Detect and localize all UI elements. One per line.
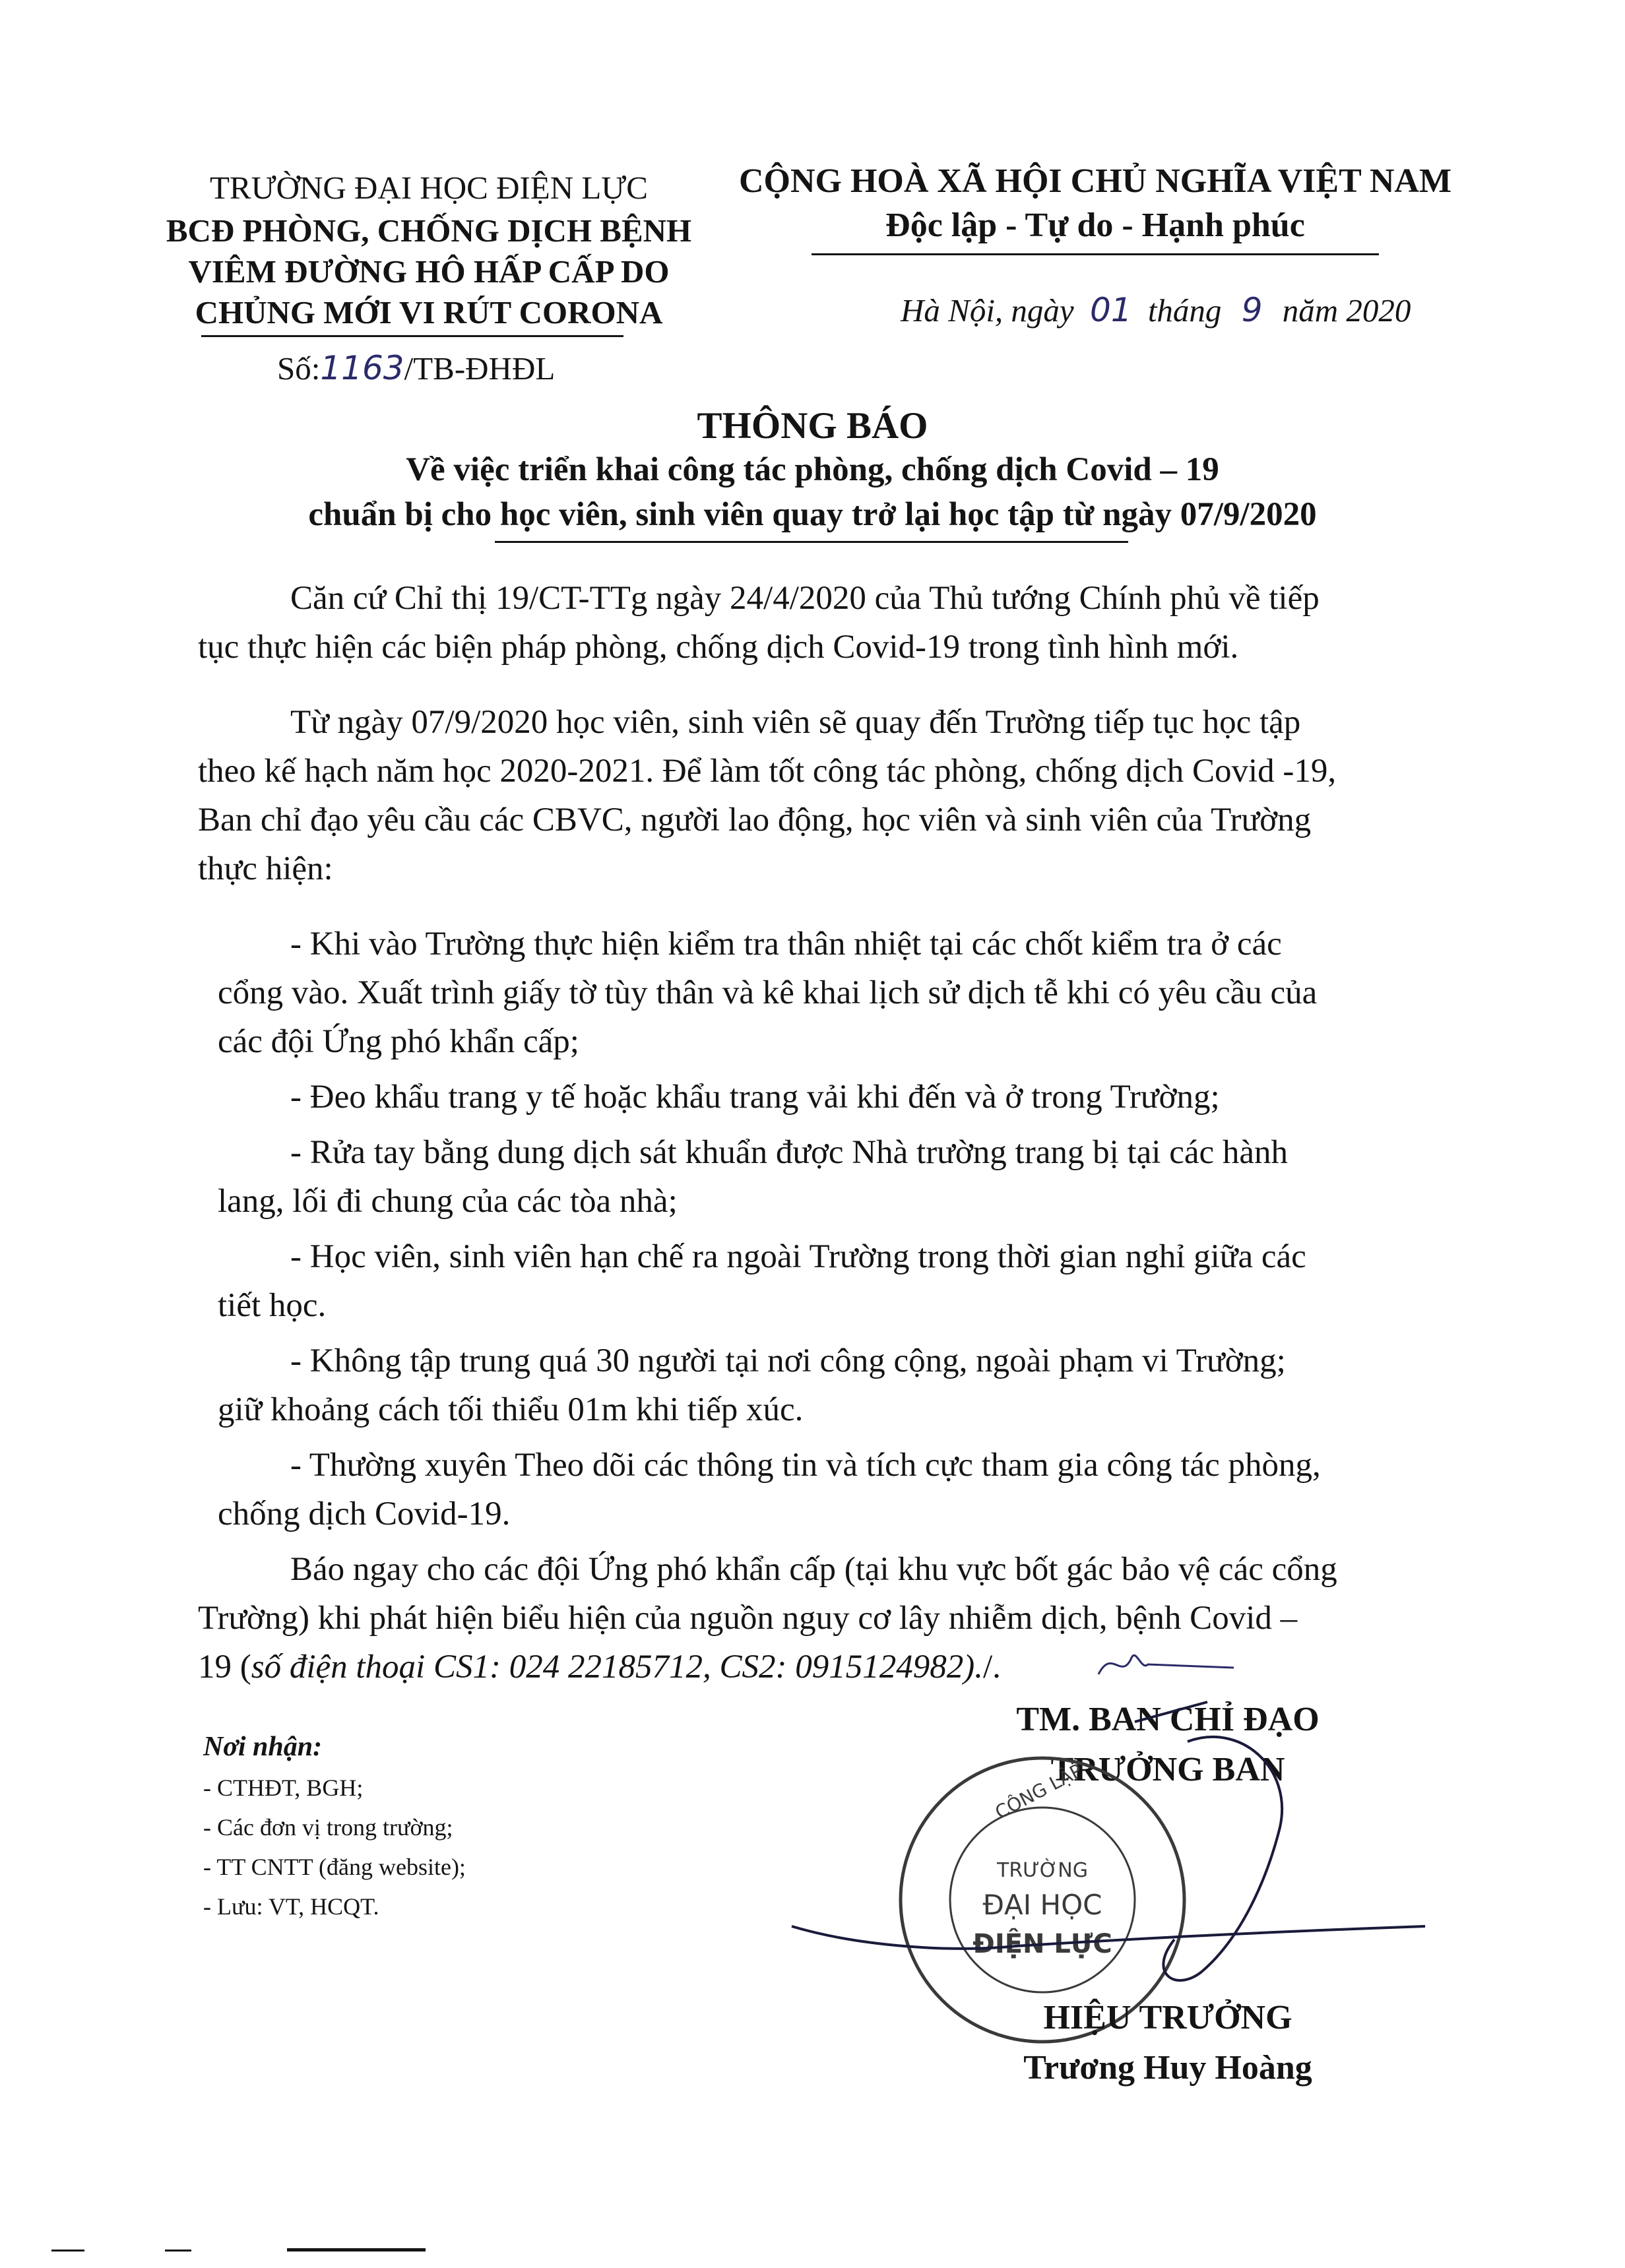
item-3-line2: lang, lối đi chung của các tòa nhà;: [218, 1183, 678, 1220]
paragraph-3-line3-end: /.: [982, 1649, 1001, 1685]
paragraph-3-line1: Báo ngay cho các đội Ứng phó khẩn cấp (tại khu vực bốt gác bảo vệ các cổng: [290, 1551, 1337, 1588]
item-6-line1: - Thường xuyên Theo dõi các thông tin và tích cực tham gia công tác phòng,: [290, 1447, 1321, 1484]
signature-authority: TM. BAN CHỈ ĐẠO: [1016, 1701, 1320, 1738]
recipients-list: [203, 1768, 466, 1926]
signatory-name: Trương Huy Hoàng: [1023, 2049, 1312, 2087]
date-month-label: tháng: [1147, 292, 1222, 329]
date-line: [901, 290, 1411, 331]
recipients-title: Nơi nhận:: [203, 1732, 323, 1762]
document-number: [277, 348, 555, 389]
recipient-item: - Các đơn vị trong trường;: [203, 1814, 453, 1841]
paragraph-3-line3-start: 19 (: [198, 1649, 251, 1685]
paragraph-2-line1: Từ ngày 07/9/2020 học viên, sinh viên sẽ quay đến Trường tiếp tục học tập: [290, 704, 1301, 741]
recipient-item: - CTHĐT, BGH;: [203, 1775, 364, 1801]
handwritten-signature-icon: [779, 1662, 1438, 2032]
signature-position: HIỆU TRƯỞNG: [1043, 1999, 1292, 2036]
signature-role: TRƯỞNG BAN: [1050, 1751, 1285, 1788]
document-number-handwritten: 1163: [320, 349, 404, 387]
scan-mark: [165, 2250, 191, 2252]
national-motto: Độc lập - Tự do - Hạnh phúc: [885, 206, 1305, 244]
document-title: THÔNG BÁO: [697, 405, 928, 447]
paragraph-2-line2: theo kế hạch năm học 2020-2021. Để làm tốt công tác phòng, chống dịch Covid -19,: [198, 753, 1337, 790]
motto-underline: [812, 253, 1379, 255]
document-subtitle-line2: chuẩn bị cho học viên, sinh viên quay trở lại học tập từ ngày 07/9/2020: [308, 496, 1317, 533]
document-number-prefix: Số:: [277, 350, 321, 387]
date-year: năm 2020: [1282, 292, 1411, 329]
item-6-line2: chống dịch Covid-19.: [218, 1496, 511, 1532]
item-3-line1: - Rửa tay bằng dung dịch sát khuẩn được Nhà trường trang bị tại các hành: [290, 1134, 1289, 1171]
document-subtitle-line1: Về việc triển khai công tác phòng, chống dịch Covid – 19: [406, 451, 1219, 488]
date-month: 9: [1241, 291, 1263, 329]
item-2-line1: - Đeo khẩu trang y tế hoặc khẩu trang vải khi đến và ở trong Trường;: [290, 1079, 1220, 1116]
committee-name-line2: VIÊM ĐƯỜNG HÔ HẤP CẤP DO: [188, 253, 670, 290]
national-title: CỘNG HOÀ XÃ HỘI CHỦ NGHĨA VIỆT NAM: [738, 162, 1452, 200]
document-number-suffix: /TB-ĐHĐL: [404, 350, 556, 387]
recipient-item: - Lưu: VT, HCQT.: [203, 1893, 379, 1920]
header-left-underline: [201, 335, 623, 337]
committee-name-line1: BCĐ PHÒNG, CHỐNG DỊCH BỆNH: [166, 212, 692, 249]
paragraph-1-line1: Căn cứ Chỉ thị 19/CT-TTg ngày 24/4/2020 của Thủ tướng Chính phủ về tiếp: [290, 580, 1320, 617]
paragraph-3-line2: Trường) khi phát hiện biểu hiện của nguồn nguy cơ lây nhiễm dịch, bệnh Covid –: [198, 1600, 1298, 1637]
stamp-ring-text: CÔNG LẬP: [991, 1759, 1087, 1824]
date-day: 01: [1089, 291, 1132, 329]
recipient-item: - TT CNTT (đăng website);: [203, 1854, 466, 1880]
scan-mark: [51, 2250, 84, 2252]
paragraph-2-line3: Ban chỉ đạo yêu cầu các CBVC, người lao động, học viên và sinh viên của Trường: [198, 802, 1312, 838]
title-underline: [495, 541, 1128, 543]
date-place: Hà Nội, ngày: [901, 292, 1074, 329]
stamp-center-line3: ĐIỆN LỰC: [972, 1929, 1112, 1959]
item-1-line2: cổng vào. Xuất trình giấy tờ tùy thân và kê khai lịch sử dịch tễ khi có yêu cầu của: [218, 974, 1318, 1011]
paragraph-2-line4: thực hiện:: [198, 850, 333, 887]
item-4-line2: tiết học.: [218, 1287, 327, 1324]
item-5-line2: giữ khoảng cách tối thiểu 01m khi tiếp xúc.: [218, 1391, 804, 1428]
item-1-line3: các đội Ứng phó khẩn cấp;: [218, 1023, 579, 1060]
item-4-line1: - Học viên, sinh viên hạn chế ra ngoài Trường trong thời gian nghỉ giữa các: [290, 1238, 1306, 1275]
paragraph-1-line2: tục thực hiện các biện pháp phòng, chống dịch Covid-19 trong tình hình mới.: [198, 629, 1239, 666]
committee-name-line3: CHỦNG MỚI VI RÚT CORONA: [195, 294, 663, 331]
phone-numbers: số điện thoại CS1: 024 22185712, CS2: 0915124982).: [251, 1649, 983, 1685]
scan-mark: [287, 2248, 426, 2252]
item-1-line1: - Khi vào Trường thực hiện kiểm tra thân nhiệt tại các chốt kiểm tra ở các: [290, 926, 1282, 962]
item-5-line1: - Không tập trung quá 30 người tại nơi công cộng, ngoài phạm vi Trường;: [290, 1342, 1286, 1379]
institution-name: TRƯỜNG ĐẠI HỌC ĐIỆN LỰC: [210, 170, 648, 206]
stamp-center-line1: TRƯỜNG: [997, 1859, 1088, 1882]
stamp-center-line2: ĐẠI HỌC: [982, 1889, 1102, 1921]
